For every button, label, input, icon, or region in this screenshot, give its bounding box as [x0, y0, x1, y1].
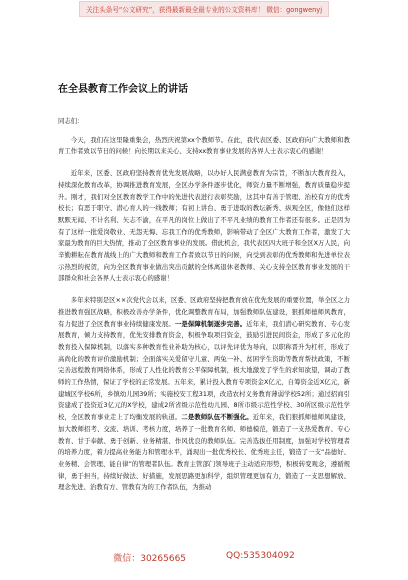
highlight-1: 一是保障机制逐步完善。	[174, 319, 247, 328]
document-body	[58, 116, 350, 494]
contact-footer	[0, 551, 408, 564]
paragraph-3: 多年来特别是区××次党代会以来，区委、区政府坚持把教育放在优先发展的重要位置，举全区之力推进教育强区战略，积极改善办学条件，优化调整教育布局，加强教师队伍建设，狠抓师德师风教育，有力促进了全区教育事业持续健康发展。一是保障机制逐步完善。近年来，我们潜心研究教育、专心发展教育，倾力支持教育，优先安排教育资金，积极争取项目资金，鼓励引进民间资金，形成了多元化的教育投入保障机制，以落实多种教育性业补助为核心，以评先评优为导向，以职称晋升为杠杆，形成了高尚化的教育评价激励机制；全面落实关爱留守儿童、两兔一补、贫困学生资助等教育帮扶政策，不断完善远程教育网络体系，形成了人性化的教育公平保障机制，极大地激发了学生的求知欲望，调动了教师的工作热情，保证了学校的正常发展。五年来，累计投入教育专项资金X亿元，自筹资金近X亿元，新建城区学校6所，乡镇幼儿园39所；实施校安工程31项，改造农村义务教育薄弱学校52所；通过招商引资建成了投资近3亿元的X学校，建成2所省级示范性幼儿园、8所市级示范性学校、30所区级示范性学校，全区教育事业走上了均衡发展的轨道。二是教师队伍不断强化。近年来，我们狠抓师德师风建设，加大教师招考、交流、培训、考核力度，培养了一批教育名师、师德模范，锻造了一支热爱教育、专心教育、甘于奉献、勇于创新、业务精湛、作风优良的教师队伍。完善选拔任用制度，加强对学校管理者的培养力度，着力提高业务能力和管理水平，涌现出一批优秀校长、优秀班主任，锻造了一支“品德好、业务精、会管理、能自律”的管理者队伍。教育主管部门领导班子主动适应形势，积极转变观念，遵循规律，勇于担当，持续好做法、好措施，发展思路更加科学，组织管理更加有力，锻造了一支思想解放、理念先进、治教有方、管教有为的工作者队伍，为推动	[58, 296, 351, 492]
highlight-2: 二是教师队伍不断强化。	[181, 413, 253, 422]
footer-qq: QQ:535304092	[226, 551, 295, 561]
footer-wechat: 微信：30265665	[113, 554, 187, 564]
paragraph-1: 今天，我们在这里隆重集会，热烈庆祝第xx个教师节。在此，我代表区委、区政府向广大教师和教育工作者致以节日的问候！向长期以来关心、支持xx教育事业发展的各界人士表示衷心的感谢！	[58, 135, 350, 156]
paragraph-2: 近年来，区委、区政府坚持教育优先发展战略，以办好人民满意教育为宗旨，不断加大教育投入，持续深化教育改革，协调推进教育发展，全区办学条件逐步优化，师资力量不断增强，教育质量稳步提升。刚才，我们对全区教育教学工作中的先进代表进行表彰奖励，这其中有善于管理、治校有方的优秀校长；有恶于职守、潜心育人的一线教师；有初上讲台、勇于进取的教坛新秀、纵观全区，像他们这样默默无闻、不计名利、矢志不渝，在平凡的岗位上做出了不平凡业绩的教育工作者还有很多。正是因为有了这样一批爱岗敬业、无怨无悔、忘我工作的优秀教师，影响带动了全区广大教育工作者，激发了大家最为教育的巨大热情，推动了全区教育事业的发展。借此机会，我代表区四大班子和全区X万人民，向辛勤耕耘在教育战线上的广大教师和教育工作者致以节日的问候，向受到表彰的优秀教师和先进单位表示热烈的祝贺，向为全区教育事业做出突出贡献的全体离退休老教师、关心支持全区教育事业发展的干部群众和社会各界人士表示衷心的感谢！	[58, 169, 350, 283]
promo-banner	[0, 0, 408, 18]
salutation: 同志们：	[58, 117, 84, 125]
document-title: 在全县教育工作会议上的讲话	[58, 84, 188, 95]
promo-banner-text: 关注头条号“公文研究”，获得最新最全最专业的公文资料库！ 微信：gongwenyj	[79, 1, 329, 17]
